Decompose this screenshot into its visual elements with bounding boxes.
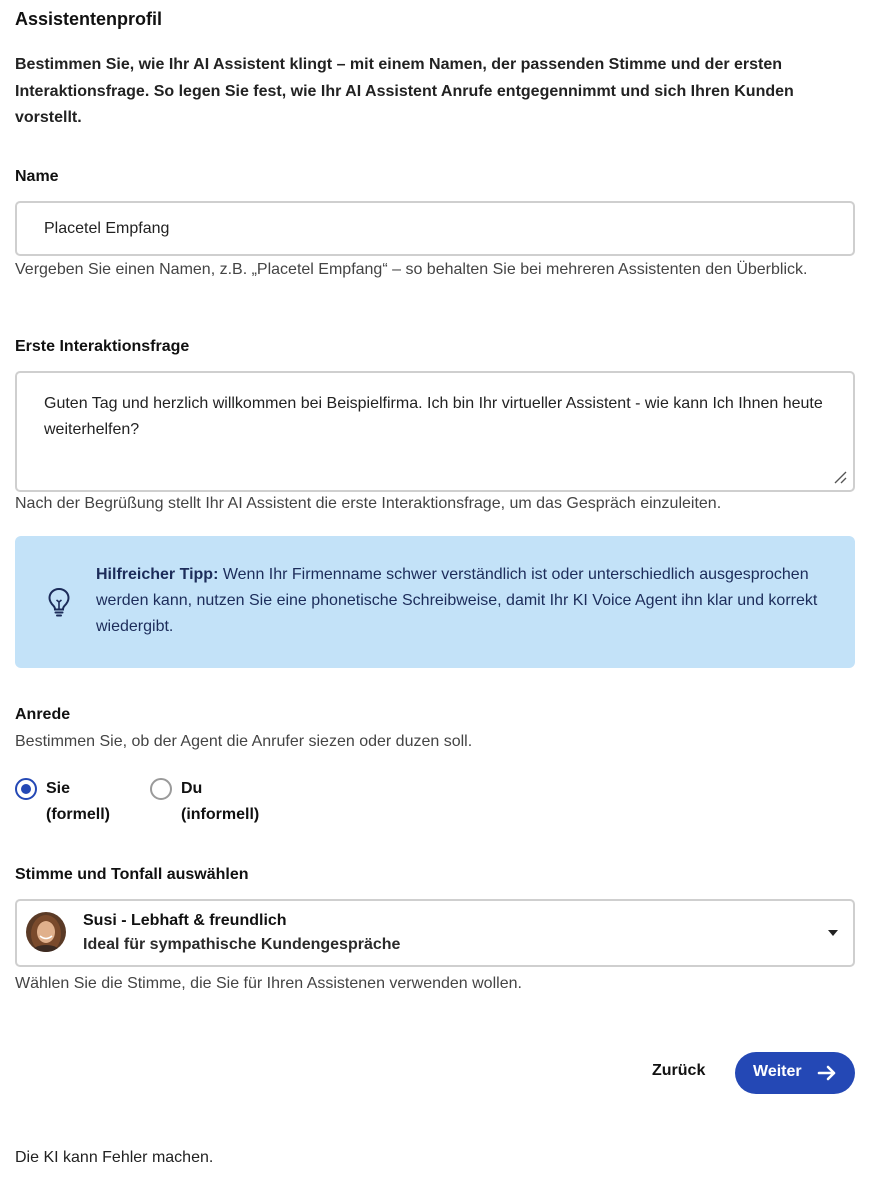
arrow-right-icon	[817, 1063, 837, 1083]
question-textarea[interactable]	[15, 371, 855, 492]
radio-checked-icon[interactable]	[15, 778, 37, 800]
salutation-radio-group	[15, 776, 415, 836]
tip-box	[15, 536, 855, 668]
salutation-help-text: Bestimmen Sie, ob der Agent die Anrufer siezen oder duzen soll.	[15, 733, 473, 750]
salutation-label: Anrede	[15, 706, 71, 723]
voice-label: Stimme und Tonfall auswählen	[15, 866, 249, 883]
radio-sie-label	[46, 776, 156, 828]
voice-help-text: Wählen Sie die Stimme, die Sie für Ihren Assistenen verwenden wollen.	[15, 975, 522, 992]
radio-sie-line2: (formell)	[46, 806, 110, 823]
name-help-text: Vergeben Sie einen Namen, z.B. „Placetel Empfang“ – so behalten Sie bei mehreren Assistenten den Überblick.	[15, 261, 808, 278]
resize-handle-icon[interactable]	[833, 470, 847, 484]
tip-text	[96, 562, 826, 640]
question-help-text: Nach der Begrüßung stellt Ihr AI Assistent die erste Interaktionsfrage, um das Gespräch einzuleiten.	[15, 495, 722, 512]
voice-select[interactable]	[15, 899, 855, 967]
back-button[interactable]: Zurück	[652, 1062, 706, 1079]
tip-heading: Hilfreicher Tipp:	[96, 566, 219, 583]
lightbulb-icon	[46, 586, 72, 618]
ai-disclaimer: Die KI kann Fehler machen.	[15, 1149, 214, 1166]
next-button-label: Weiter	[753, 1063, 802, 1080]
radio-du-label	[181, 776, 291, 828]
page-intro: Bestimmen Sie, wie Ihr AI Assistent klingt – mit einem Namen, der passenden Stimme und der ersten Interaktionsfrage. So legen Sie fest, wie Ihr AI Assistent Anrufe entgegennimmt und sich Ihren Kunden vorstellt.	[15, 56, 794, 126]
radio-du-line1: Du	[181, 780, 203, 797]
radio-sie-line1: Sie	[46, 780, 71, 797]
avatar	[26, 912, 66, 952]
name-input-value: Placetel Empfang	[44, 220, 170, 237]
voice-description: Ideal für sympathische Kundengespräche	[83, 936, 401, 953]
chevron-down-icon[interactable]	[828, 930, 838, 936]
name-input[interactable]	[15, 201, 855, 256]
page-title: Assistentenprofil	[15, 9, 163, 29]
question-label: Erste Interaktionsfrage	[15, 338, 190, 355]
radio-unchecked-icon[interactable]	[150, 778, 172, 800]
tip-body: Wenn Ihr Firmenname schwer verständlich ist oder unterschiedlich ausgesprochen werden kann, nutzen Sie eine phonetische Schreibweise, damit Ihr KI Voice Agent ihn klar und korrekt wiedergibt.	[96, 566, 818, 635]
name-label: Name	[15, 168, 59, 185]
radio-du-line2: (informell)	[181, 806, 260, 823]
voice-name: Susi - Lebhaft & freundlich	[83, 912, 287, 929]
question-textarea-value: Guten Tag und herzlich willkommen bei Beispielfirma. Ich bin Ihr virtueller Assistent - wie kann Ich Ihnen heute weiterhelfen?	[44, 395, 823, 438]
next-button[interactable]	[735, 1052, 855, 1094]
voice-avatar-image	[26, 912, 66, 952]
